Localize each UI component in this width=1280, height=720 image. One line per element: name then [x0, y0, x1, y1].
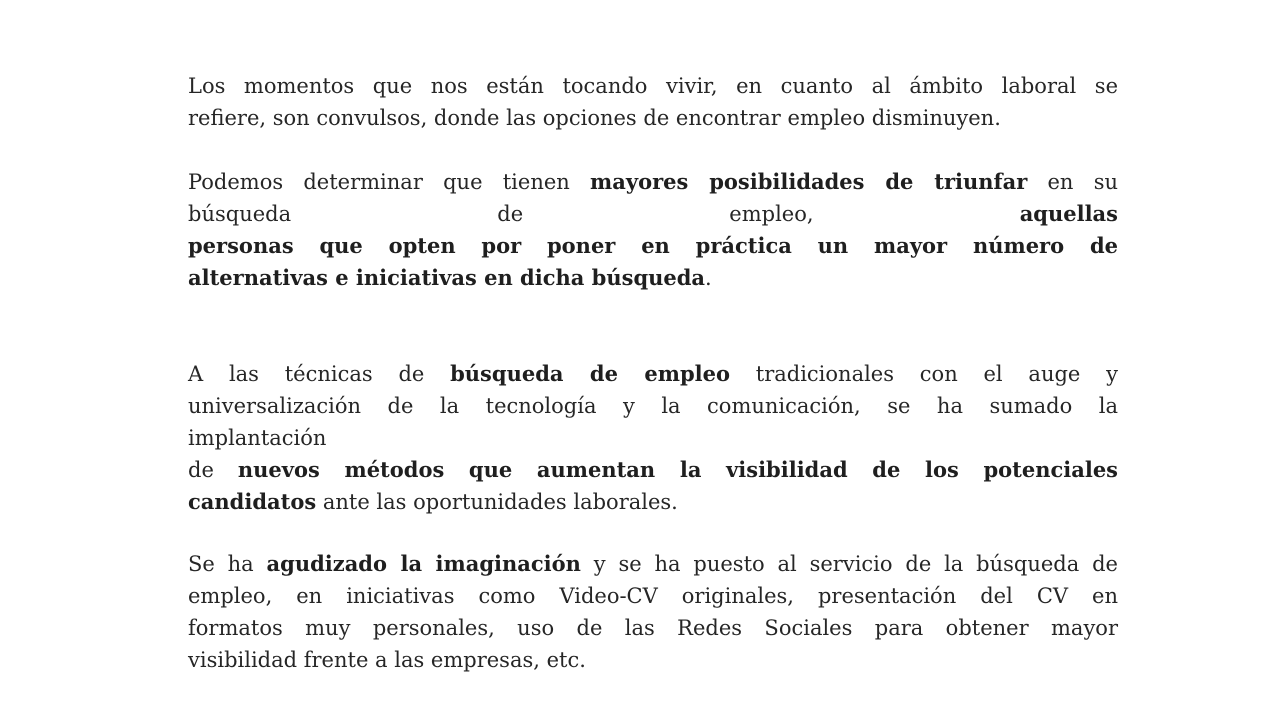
- paragraph-line: [188, 612, 1118, 644]
- paragraph-4: [188, 548, 1118, 676]
- text-run: refiere, son convulsos, donde las opciones de encontrar empleo disminuyen.: [188, 106, 1001, 130]
- paragraph-line: [188, 548, 1118, 580]
- text-run: búsqueda de empleo,: [188, 202, 1020, 226]
- paragraph-line: [188, 102, 1118, 134]
- bold-text-run: alternativas e iniciativas en dicha búsqueda: [188, 265, 706, 290]
- paragraph-line: [188, 358, 1118, 390]
- paragraph-line: [188, 644, 1118, 676]
- paragraph-line: [188, 262, 1118, 294]
- text-run: Los momentos que nos están tocando vivir, en cuanto al ámbito laboral se: [188, 74, 1118, 98]
- bold-text-run: aquellas: [1019, 201, 1118, 226]
- paragraph-3: [188, 358, 1118, 518]
- text-run: visibilidad frente a las empresas, etc.: [188, 648, 586, 672]
- text-run: A las técnicas de: [188, 362, 451, 386]
- paragraph-line: [188, 70, 1118, 102]
- bold-text-run: agudizado la imaginación: [266, 551, 581, 576]
- text-run: universalización de la tecnología y la comunicación, se ha sumado la: [188, 394, 1118, 418]
- bold-text-run: candidatos: [188, 489, 317, 514]
- text-run: empleo, en iniciativas como Video-CV originales, presentación del CV en: [188, 584, 1118, 608]
- paragraph-line: [188, 486, 1118, 518]
- bold-text-run: búsqueda de empleo: [450, 361, 730, 386]
- paragraph-line: [188, 230, 1118, 262]
- bold-text-run: personas que opten por poner en práctica un mayor número de: [188, 233, 1118, 258]
- text-run: tradicionales con el auge y: [729, 362, 1118, 386]
- paragraph-line: [188, 198, 1118, 230]
- paragraph-line: [188, 166, 1118, 198]
- paragraph-line: [188, 390, 1118, 422]
- text-run: implantación: [188, 426, 327, 450]
- paragraph-line: [188, 580, 1118, 612]
- text-run: ante las oportunidades laborales.: [316, 490, 678, 514]
- bold-text-run: mayores posibilidades de triunfar: [590, 169, 1028, 194]
- paragraph-line: [188, 422, 1118, 454]
- text-run: de: [188, 458, 238, 482]
- text-run: y se ha puesto al servicio de la búsqueda de: [580, 552, 1118, 576]
- text-run: Podemos determinar que tienen: [188, 170, 591, 194]
- bold-text-run: nuevos métodos que aumentan la visibilidad de los potenciales: [237, 457, 1119, 482]
- text-run: formatos muy personales, uso de las Redes Sociales para obtener mayor: [188, 616, 1118, 640]
- paragraph-1: [188, 70, 1118, 134]
- text-run: en su: [1027, 170, 1119, 194]
- paragraph-2: [188, 166, 1118, 294]
- text-run: Se ha: [188, 552, 267, 576]
- paragraph-line: [188, 454, 1118, 486]
- text-run: .: [705, 266, 712, 290]
